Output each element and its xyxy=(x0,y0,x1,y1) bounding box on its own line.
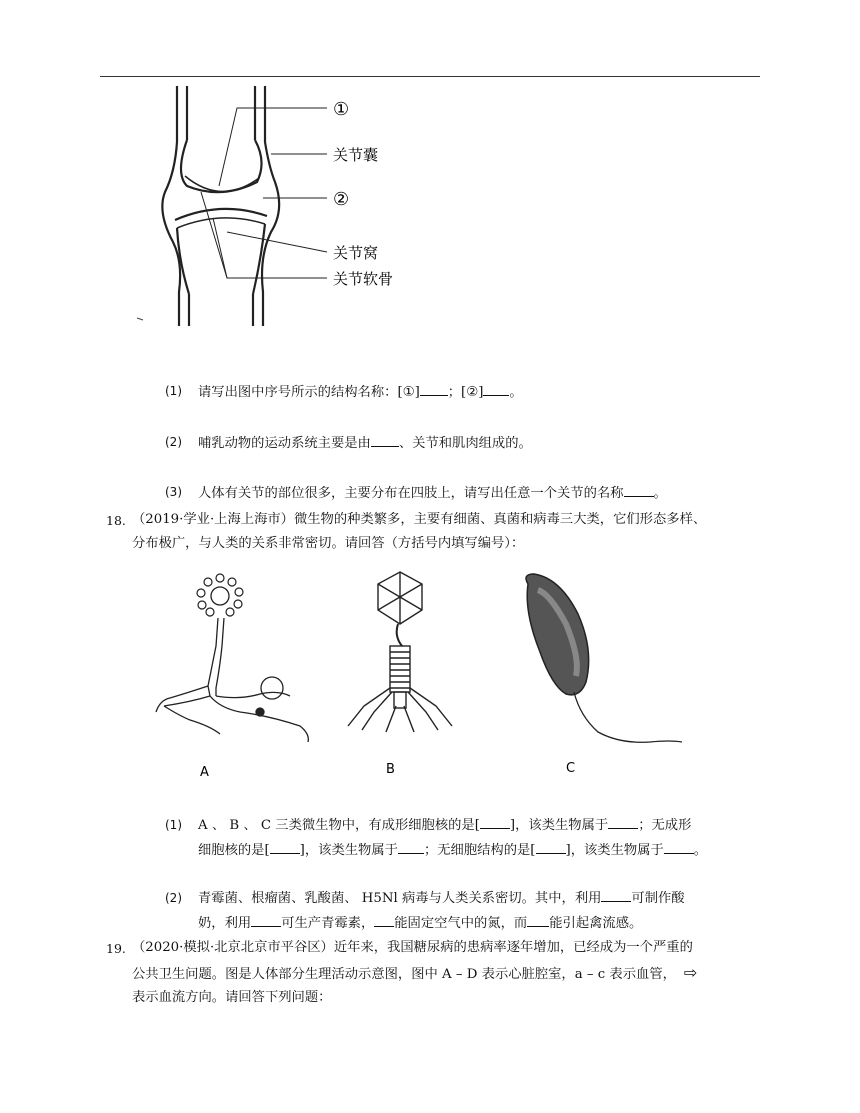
blank[interactable] xyxy=(664,840,694,854)
q18-line2: 分布极广，与人类的关系非常密切。请回答（方括号内填写编号）： xyxy=(132,536,525,551)
q17-sub2-number: (2) xyxy=(165,435,182,449)
q17-sub2-text: 哺乳动物的运动系统主要是由 、关节和肌肉组成的。 xyxy=(198,433,532,453)
q18-sub1-line1: A 、 B 、 C 三类微生物中，有成形细胞核的是[ ]，该类生物属于 ；无成形 xyxy=(198,815,691,835)
bacterium-drawing xyxy=(526,574,682,742)
q18-sub1-number: (1) xyxy=(165,818,182,832)
flow-arrow-icon: ⇨ xyxy=(683,963,698,982)
blank[interactable] xyxy=(527,913,549,927)
q18-number: 18. xyxy=(106,513,126,528)
q18-sub2-line1: 青霉菌、根瘤菌、乳酸菌、 H5Nl 病毒与人类关系密切。其中，利用 可制作酸 xyxy=(198,888,685,908)
header-rule xyxy=(100,76,760,77)
blank[interactable] xyxy=(374,913,394,927)
blank[interactable] xyxy=(371,433,399,447)
q18-sub2-line2: 奶，利用 可生产青霉素， 能固定空气中的氮，而 能引起禽流感。 xyxy=(198,913,642,933)
label-articular-cartilage: 关节软骨 xyxy=(333,270,394,288)
label-b: B xyxy=(386,762,395,777)
blank[interactable] xyxy=(601,888,631,902)
label-circle-1: ① xyxy=(333,99,350,120)
label-circle-2: ② xyxy=(333,189,350,210)
q19-number: 19. xyxy=(106,941,126,956)
blank[interactable] xyxy=(624,483,654,497)
bacteriophage-drawing xyxy=(348,572,452,732)
joint-diagram xyxy=(135,82,435,330)
blank[interactable] xyxy=(398,840,424,854)
q17-sub3-text: 人体有关节的部位很多，主要分布在四肢上，请写出任意一个关节的名称 。 xyxy=(198,483,667,503)
blank[interactable] xyxy=(536,840,566,854)
q17-sub3-number: (3) xyxy=(165,485,182,499)
q19-line2: 公共卫生问题。图是人体部分生理活动示意图，图中 A – D 表示心脏腔室，a – c 表示血管， ⇨ xyxy=(132,963,698,982)
blank[interactable] xyxy=(608,815,638,829)
label-joint-socket: 关节窝 xyxy=(333,244,379,262)
blank[interactable] xyxy=(270,840,300,854)
label-c: C xyxy=(566,761,576,776)
blank[interactable] xyxy=(480,815,510,829)
microorganism-figure xyxy=(150,566,710,782)
q18-line1: （2019·学业·上海上海市）微生物的种类繁多，主要有细菌、真菌和病毒三大类，它们形态多样、 xyxy=(132,512,707,527)
q17-sub1-text: 请写出图中序号所示的结构名称：[①] ；[②] 。 xyxy=(198,384,523,400)
q18-sub2-number: (2) xyxy=(165,891,182,905)
blank[interactable] xyxy=(420,382,448,396)
label-a: A xyxy=(200,765,209,780)
q19-line1: （2020·模拟·北京北京市平谷区）近年来，我国糖尿病的患病率逐年增加，已经成为一个严重的 xyxy=(132,940,693,955)
blank[interactable] xyxy=(483,382,509,396)
q17-sub1-number: (1) xyxy=(165,384,182,398)
q19-line3: 表示血流方向。请回答下列问题： xyxy=(132,990,332,1005)
q18-sub1-line2: 细胞核的是[ ]，该类生物属于 ；无细胞结构的是[ ]，该类生物属于 。 xyxy=(198,840,707,860)
blank[interactable] xyxy=(251,913,281,927)
label-joint-capsule: 关节囊 xyxy=(333,146,379,164)
mold-drawing xyxy=(156,574,308,742)
